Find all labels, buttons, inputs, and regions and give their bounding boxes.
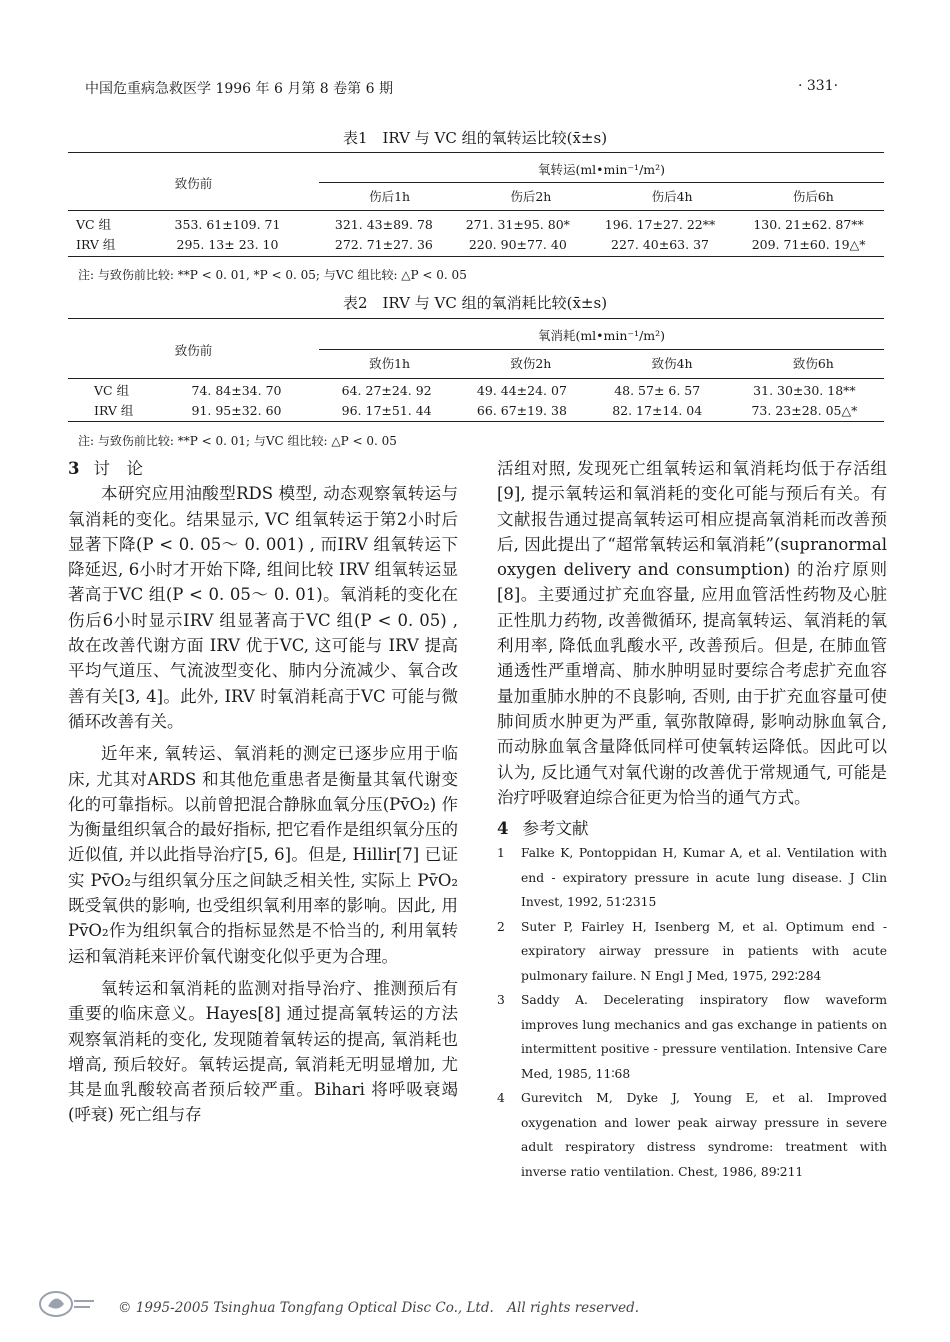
section-number: 3: [68, 459, 80, 478]
table1-col-header: 伤后4h: [651, 188, 693, 204]
reference-text: Gurevitch M, Dyke J, Young E, et al. Improved oxygenation and lower peak airway pressure in severe adult respiratory distress syndrome: treatment with inverse ratio ventilation. Chest, 1986, 89∶211: [521, 1091, 887, 1179]
table-cell: 196. 17±27. 22**: [604, 216, 716, 232]
row-label: VC 组: [94, 383, 130, 398]
table-row: [68, 400, 884, 420]
publisher-logo-icon: [36, 1286, 98, 1322]
table2-group-header: 氧消耗(ml•min⁻¹/m²): [319, 322, 884, 349]
table-row: [68, 234, 884, 254]
section-title: 参考文献: [522, 819, 589, 839]
table2-top-rule: [68, 318, 884, 319]
table-cell: 321. 43±89. 78: [334, 216, 433, 232]
reference-number: 2: [497, 919, 505, 934]
journal-header: 中国危重病急救医学 1996 年 6 月第 8 卷第 6 期: [85, 81, 393, 97]
table2-col-header: 致伤6h: [792, 356, 834, 372]
table1-col-header: 伤后6h: [792, 188, 834, 204]
reference-item: [497, 841, 887, 915]
section3-heading: [68, 456, 458, 481]
table1-body: [68, 214, 884, 254]
table2-col-header: 致伤1h: [369, 356, 411, 372]
paragraph: 活组对照, 发现死亡组氧转运和氧消耗均低于存活组[9], 提示氧转运和氧消耗的变化可能与预后有关。有文献报告通过提高氧转运可相应提高氧消耗而改善预后, 因此提出了“超常氧转运和氧消耗”(supranormal oxygen delivery and consumption) 的治疗原则[8]。主要通过扩充血容量, 应用血管活性药物及心脏正性肌力药物, 改善微循环, 提高氧转运、氧消耗的氧利用率, 降低血乳酸水平, 改善预后。但是, 在肺血管通透性严重增高、肺水肿明显时要综合考虑扩充血容量加重肺水肿的不良影响, 否则, 由于扩充血容量可使肺间质水肿更为严重, 氧弥散障碍, 影响动脉血氧合, 而动脉血氧含量降低同样可使氧转运降低。因此可以认为, 反比通气对氧代谢的改善优于常规通气, 可能是治疗呼吸窘迫综合征更为恰当的通气方式。: [497, 459, 887, 807]
table1-group-header: 氧转运(ml•min⁻¹/m²): [319, 156, 884, 182]
table2-col-header: 致伤2h: [510, 356, 552, 372]
left-column: [68, 456, 458, 1128]
table-cell: 73. 23±28. 05△*: [751, 402, 858, 418]
reference-number: 1: [497, 846, 505, 861]
row-label: VC 组: [76, 217, 112, 232]
table1: [68, 156, 884, 209]
paragraph: 氧转运和氧消耗的监测对指导治疗、推测预后有重要的临床意义。Hayes[8] 通过提高氧转运的方法观察氧消耗的变化, 发现随着氧转运的提高, 氧消耗也增高, 预后较好。氧转运提高, 氧消耗无明显增加, 尤其是血乳酸较高者预后较严重。Bihari 将呼吸衰竭(呼衰) 死亡组与存: [68, 978, 458, 1125]
table1-top-rule: [68, 152, 884, 153]
section-title: 讨 论: [93, 459, 143, 478]
reference-number: 4: [497, 1091, 505, 1106]
reference-item: [497, 988, 887, 1086]
table-cell: 96. 17±51. 44: [341, 402, 432, 418]
copyright-footer: © 1995-2005 Tsinghua Tongfang Optical Disc Co., Ltd. All rights reserved.: [118, 1300, 640, 1316]
table1-col0-header: 致伤前: [174, 175, 213, 191]
table2-title: 表2 IRV 与 VC 组的氧消耗比较(x̄±s): [342, 294, 608, 312]
reference-text: Falke K, Pontoppidan H, Kumar A, et al. Ventilation with end - expiratory pressure in acute lung disease. J Clin Invest, 1992, 51∶2315: [521, 846, 887, 910]
table2-bottom-rule: [68, 421, 884, 422]
table2-note: 注: 与致伤前比较: **P < 0. 01; 与VC 组比较: △P < 0. 05: [78, 434, 397, 448]
table2-mid-rule: [68, 378, 884, 379]
table-cell: 49. 44±24. 07: [476, 382, 567, 398]
table2: [68, 322, 884, 377]
table-cell: 64. 27±24. 92: [341, 382, 432, 398]
table1-mid-rule: [68, 210, 884, 211]
table-row: [68, 380, 884, 400]
table1-bottom-rule: [68, 256, 884, 257]
table1-col-header: 伤后1h: [369, 188, 411, 204]
table-cell: 66. 67±19. 38: [476, 402, 567, 418]
table-cell: 91. 95±32. 60: [191, 402, 282, 418]
paragraph: 本研究应用油酸型RDS 模型, 动态观察氧转运与氧消耗的变化。结果显示, VC 组氧转运于第2小时后显著下降(P < 0. 05～ 0. 001) , 而IRV 组氧转运下降延迟, 6小时才开始下降, 组间比较 IRV 组氧转运显著高于VC 组(P < 0. 05～ 0. 01)。氧消耗的变化在伤后6小时显示IRV 组显著高于VC 组(P < 0. 05) , 故在改善代谢方面 IRV 优于VC, 这可能与 IRV 提高平均气道压、气流波型变化、肺内分流减少、氧合改善有关[3, 4]。此外, IRV 时氧消耗高于VC 可能与微循环改善有关。: [68, 484, 458, 731]
reference-item: [497, 915, 887, 989]
table1-note: 注: 与致伤前比较: **P < 0. 01, *P < 0. 05; 与VC 组比较: △P < 0. 05: [78, 268, 467, 282]
table-cell: 271. 31±95. 80*: [465, 216, 570, 232]
table-cell: 82. 17±14. 04: [612, 402, 703, 418]
table1-col-header: 伤后2h: [510, 188, 552, 204]
table-cell: 227. 40±63. 37: [611, 236, 709, 252]
table-cell: 130. 21±62. 87**: [753, 216, 864, 232]
table-cell: 272. 71±27. 36: [334, 236, 433, 252]
section-number: 4: [497, 819, 509, 839]
table-cell: 353. 61±109. 71: [174, 216, 281, 232]
table-cell: 220. 90±77. 40: [468, 236, 567, 252]
table-cell: 209. 71±60. 19△*: [751, 236, 866, 252]
table-cell: 48. 57± 6. 57: [614, 382, 701, 398]
paragraph: 近年来, 氧转运、氧消耗的测定已逐步应用于临床, 尤其对ARDS 和其他危重患者是衡量其氧代谢变化的可靠指标。以前曾把混合静脉血氧分压(Pv̄O₂) 作为衡量组织氧合的最好指标, 把它看作是组织氧分压的近似值, 并以此指导治疗[5, 6]。但是, Hillir[7] 已证实 Pv̄O₂与组织氧分压之间缺乏相关性, 实际上 Pv̄O₂既受氧供的影响, 也受组织氧利用率的影响。因此, 用Pv̄O₂作为组织氧合的指标显然是不恰当的, 利用氧转运和氧消耗来评价氧代谢变化似乎更为合理。: [68, 744, 458, 966]
table-cell: 295. 13± 23. 10: [176, 236, 279, 252]
table2-col-header: 致伤4h: [651, 356, 693, 372]
table-row: [68, 214, 884, 234]
table-cell: 31. 30±30. 18**: [753, 382, 856, 398]
table2-col0-header: 致伤前: [174, 342, 213, 358]
reference-text: Suter P, Fairley H, Isenberg M, et al. Optimum end - expiratory airway pressure in patients with acute pulmonary failure. N Engl J Med, 1975, 292∶284: [521, 919, 887, 983]
right-column: [497, 456, 887, 1184]
reference-text: Saddy A. Decelerating inspiratory flow waveform improves lung mechanics and gas exchange in patients on intermittent positive - pressure ventilation. Intensive Care Med, 1985, 11∶68: [521, 993, 887, 1081]
page-number: · 331·: [798, 78, 839, 94]
table-cell: 74. 84±34. 70: [191, 382, 282, 398]
row-label: IRV 组: [76, 237, 116, 252]
reference-number: 3: [497, 993, 505, 1008]
table2-body: [68, 380, 884, 420]
reference-item: [497, 1086, 887, 1184]
table1-title: 表1 IRV 与 VC 组的氧转运比较(x̄±s): [342, 129, 608, 147]
section4-heading: [497, 816, 887, 841]
row-label: IRV 组: [94, 403, 134, 418]
